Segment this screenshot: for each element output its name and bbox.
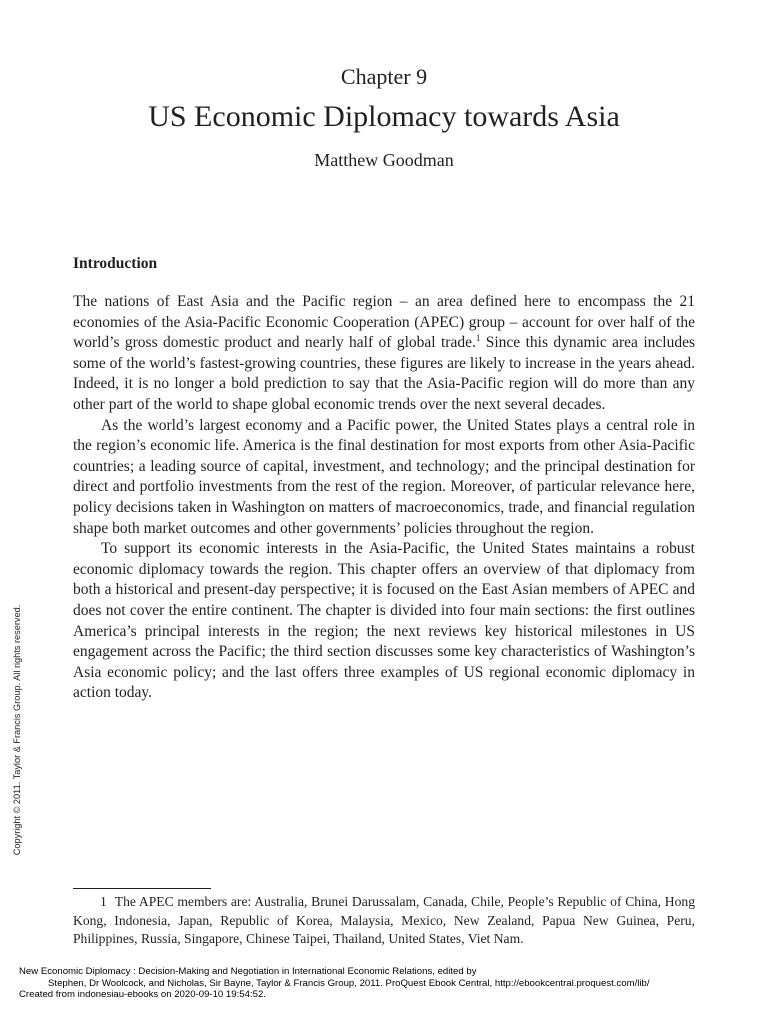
footnote-number: 1 — [100, 894, 107, 909]
citation-block — [19, 966, 768, 1001]
author-name: Matthew Goodman — [314, 150, 454, 170]
footnote-divider — [73, 888, 211, 889]
paragraph-1-text-b: Since this dynamic area includes some of the world’s fastest-growing countries, these figures are likely to increase in the years ahead. Indeed, it is no longer a bold prediction to say that the Asia-Pacific region will do more than any other part of the world to shape global economic trends over the next several decades. — [73, 334, 695, 413]
chapter-title: US Economic Diplomacy towards Asia — [148, 100, 620, 133]
citation-line-2[interactable]: Stephen, Dr Woolcock, and Nicholas, Sir Bayne, Taylor & Francis Group, 2011. ProQuest Ebook Central, http://ebookcentral.proquest.com/lib/ — [48, 977, 650, 989]
paragraph-1-text-a: The nations of East Asia and the Pacific region – an area defined here to encompass the 21 economies of the Asia-Pacific Economic Cooperation (APEC) group – account for over half of the world’s gross domestic product and nearly half of global trade. — [73, 293, 695, 352]
footnote-reference[interactable]: 1 — [475, 333, 481, 344]
paragraph-2: As the world’s largest economy and a Pacific power, the United States plays a central role in the region’s economic life. America is the final destination for most exports from other Asia-Pacific countries; a leading source of capital, investment, and technology; and the principal destination for direct and portfolio investments from the rest of the region. Moreover, of particular relevance here, policy decisions taken in Washington on matters of macroeconomics, trade, and financial regulation shape both market outcomes and other governments’ policies throughout the region. — [73, 416, 695, 537]
citation-line-3: Created from indonesiau-ebooks on 2020-09-10 19:54:52. — [19, 989, 266, 1001]
footnote-text: The APEC members are: Australia, Brunei Darussalam, Canada, Chile, People’s Republic of China, Hong Kong, Indonesia, Japan, Republic of Korea, Malaysia, Mexico, New Zealand, Papua New Guinea, Peru, Philippines, Russia, Singapore, Chinese Taipei, Thailand, United States, Viet Nam. — [73, 894, 695, 947]
body-text — [73, 292, 695, 704]
section-heading-introduction: Introduction — [73, 255, 158, 272]
paragraph-3: To support its economic interests in the Asia-Pacific, the United States maintains a robust economic diplomacy towards the region. This chapter offers an overview of that diplomacy from both a historical and present-day perspective; it is focused on the East Asian members of APEC and does not cover the entire continent. The chapter is divided into four main sections: the first outlines America’s principal interests in the region; the next reviews key historical milestones in US engagement across the Pacific; the third section discusses some key characteristics of Washington’s Asia economic policy; and the last offers three examples of US regional economic diplomacy in action today. — [73, 540, 695, 702]
side-copyright-text: Copyright © 2011. Taylor & Francis Group. All rights reserved. — [12, 604, 22, 856]
chapter-label: Chapter 9 — [340, 64, 428, 89]
footnote — [73, 893, 695, 949]
paragraph-1 — [73, 292, 695, 416]
citation-line-1: New Economic Diplomacy : Decision-Making and Negotiation in International Economic Relations, edited by — [19, 966, 477, 977]
